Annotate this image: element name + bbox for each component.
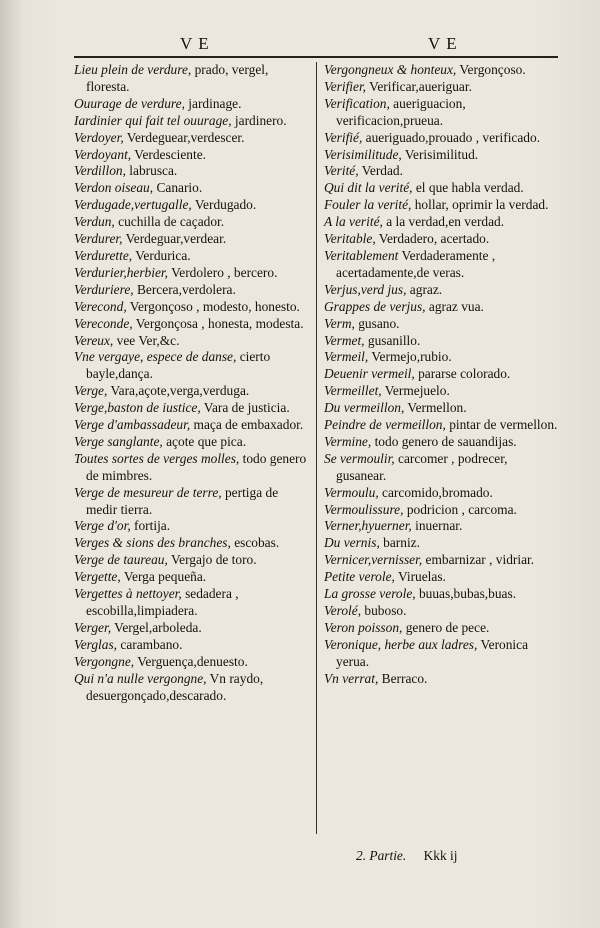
dictionary-entry — [74, 180, 312, 197]
dictionary-entry — [74, 434, 312, 451]
dictionary-entry — [74, 333, 312, 350]
entry-headword: Verdurer, — [74, 231, 123, 247]
entry-definition: Verdeguear,verdescer. — [123, 129, 245, 145]
dictionary-entry — [74, 383, 312, 400]
dictionary-entry — [74, 400, 312, 417]
part-label: 2. Partie. — [356, 848, 407, 863]
dictionary-entry — [74, 671, 312, 705]
entry-headword: Vn verrat, — [324, 670, 379, 686]
dictionary-entry — [324, 502, 560, 519]
dictionary-entry — [74, 282, 312, 299]
entry-definition: Vn raydo, desuergonçado,descarado. — [86, 670, 264, 703]
entry-headword: Verge d'ambassadeur, — [74, 417, 191, 433]
dictionary-entry — [324, 349, 560, 366]
dictionary-entry — [74, 620, 312, 637]
dictionary-entry — [324, 434, 560, 451]
entry-definition: Verdaderamente , acertadamente,de veras. — [336, 247, 496, 280]
entry-headword: Verisimilitude, — [324, 146, 402, 162]
entry-headword: Ouurage de verdure, — [74, 95, 185, 111]
entry-definition: jardinage. — [184, 95, 242, 111]
dictionary-entry — [324, 603, 560, 620]
entry-headword: Petite verole, — [324, 569, 395, 585]
entry-headword: Verge,baston de iustice, — [74, 400, 201, 416]
entry-definition: a la verdad,en verdad. — [382, 214, 505, 230]
entry-definition: Canario. — [153, 180, 203, 196]
dictionary-entry — [74, 451, 312, 485]
entry-definition: todo genero de sauandijas. — [371, 433, 517, 449]
dictionary-entry — [74, 586, 312, 620]
dictionary-entry — [74, 62, 312, 96]
dictionary-entry — [324, 586, 560, 603]
dictionary-entry — [324, 214, 560, 231]
entry-headword: Qui n'a nulle vergongne, — [74, 670, 207, 686]
signature-mark: Kkk ij — [423, 848, 458, 863]
entry-headword: Deuenir vermeil, — [324, 366, 415, 382]
dictionary-entry — [324, 518, 560, 535]
dictionary-entry — [324, 197, 560, 214]
entry-definition: cierto bayle,dança. — [86, 349, 271, 382]
entry-headword: Vergongneux & honteux, — [324, 62, 457, 77]
entry-headword: Vernicer,vernisser, — [324, 552, 423, 568]
dictionary-entry — [74, 113, 312, 130]
entry-definition: el que habla verdad. — [412, 180, 524, 196]
entry-definition: Vergel,arboleda. — [111, 619, 202, 635]
dictionary-entry — [324, 535, 560, 552]
entry-definition: inuernar. — [411, 518, 463, 534]
entry-headword: Se vermoulir, — [324, 450, 395, 466]
dictionary-entry — [324, 248, 560, 282]
entry-definition: açote que pica. — [162, 433, 247, 449]
dictionary-entry — [324, 147, 560, 164]
dictionary-entry — [324, 552, 560, 569]
dictionary-entry — [74, 214, 312, 231]
entry-definition: Vermellon. — [404, 400, 467, 416]
page-footer — [356, 848, 457, 864]
dictionary-entry — [74, 417, 312, 434]
dictionary-entry — [74, 96, 312, 113]
dictionary-entry — [74, 535, 312, 552]
entry-definition: Vara de justicia. — [200, 400, 290, 416]
entry-definition: Verdeguar,verdear. — [122, 231, 227, 247]
entry-headword: Vermoulu, — [324, 484, 379, 500]
dictionary-entry — [74, 299, 312, 316]
entry-definition: Verdolero , bercero. — [167, 264, 278, 280]
dictionary-entry — [324, 637, 560, 671]
dictionary-entry — [324, 485, 560, 502]
entry-definition: carcomer , podrecer, gusanear. — [336, 450, 508, 483]
entry-headword: Vermoulissure, — [324, 501, 404, 517]
entry-headword: Verger, — [74, 619, 112, 635]
right-column — [324, 62, 560, 688]
entry-definition: pintar de vermellon. — [445, 417, 558, 433]
entry-definition: Viruelas. — [394, 569, 446, 585]
entry-definition: aueriguacion, verificacion,prueua. — [336, 95, 466, 128]
entry-definition: Vermejuelo. — [381, 383, 450, 399]
entry-definition: Vara,açote,verga,verduga. — [107, 383, 250, 399]
dictionary-entry — [324, 62, 560, 79]
entry-headword: Vermine, — [324, 433, 372, 449]
dictionary-entry — [324, 282, 560, 299]
dictionary-entry — [324, 299, 560, 316]
dictionary-entry — [324, 231, 560, 248]
entry-definition: gusanillo. — [364, 332, 421, 348]
entry-headword: Fouler la verité, — [324, 197, 412, 213]
dictionary-entry — [324, 96, 560, 130]
entry-definition: embarnizar , vidriar. — [422, 552, 535, 568]
entry-headword: Verification, — [324, 95, 390, 111]
dictionary-entry — [324, 451, 560, 485]
entry-definition: barniz. — [379, 535, 420, 551]
entry-headword: A la verité, — [324, 214, 383, 230]
entry-headword: Verdoyer, — [74, 129, 124, 145]
entry-definition: fortija. — [130, 518, 171, 534]
dictionary-entry — [324, 400, 560, 417]
entry-headword: Veron poisson, — [324, 619, 403, 635]
entry-definition: vee Ver,&c. — [113, 332, 180, 348]
entry-headword: Verjus,verd jus, — [324, 281, 407, 297]
entry-definition: Vermejo,rubio. — [368, 349, 452, 365]
running-header-left: VE — [180, 34, 215, 53]
entry-headword: Vereux, — [74, 332, 114, 348]
entry-headword: Toutes sortes de verges molles, — [74, 450, 240, 466]
entry-definition: buboso. — [361, 603, 407, 618]
entry-headword: Verm, — [324, 315, 355, 331]
entry-headword: Iardinier qui fait tel ouurage, — [74, 112, 232, 128]
entry-headword: Verifié, — [324, 129, 363, 145]
left-column — [74, 62, 312, 704]
dictionary-entry — [74, 518, 312, 535]
entry-definition: Verisimilitud. — [401, 146, 479, 162]
entry-definition: sedadera , escobilla,limpiadera. — [86, 586, 239, 618]
entry-headword: Verges & sions des branches, — [74, 535, 231, 551]
entry-headword: Verglas, — [74, 636, 118, 652]
dictionary-entry — [324, 316, 560, 333]
entry-headword: Du vermeillon, — [324, 400, 405, 416]
entry-definition: aueriguado,prouado , verificado. — [362, 129, 541, 145]
dictionary-entry — [74, 637, 312, 654]
dictionary-entry — [74, 552, 312, 569]
entry-headword: Verdurette, — [74, 247, 133, 263]
dictionary-entry — [74, 147, 312, 164]
dictionary-entry — [74, 485, 312, 519]
entry-headword: Verecond, — [74, 298, 127, 314]
dictionary-entry — [324, 383, 560, 400]
dictionary-entry — [324, 163, 560, 180]
entry-headword: Verolé, — [324, 603, 362, 618]
entry-definition: prado, vergel, floresta. — [86, 62, 269, 94]
dictionary-entry — [74, 349, 312, 383]
entry-definition: agraz vua. — [425, 298, 484, 314]
dictionary-entry — [324, 79, 560, 96]
dictionary-entry — [74, 654, 312, 671]
dictionary-entry — [74, 130, 312, 147]
entry-headword: Grappes de verjus, — [324, 298, 426, 314]
entry-headword: Verge de taureau, — [74, 552, 168, 568]
header-rule — [74, 56, 558, 58]
entry-definition: Vergajo de toro. — [167, 552, 257, 568]
dictionary-entry — [324, 366, 560, 383]
entry-headword: Verge sanglante, — [74, 433, 163, 449]
dictionary-entry — [324, 569, 560, 586]
entry-definition: jardinero. — [231, 112, 287, 128]
entry-headword: Veronique, herbe aux ladres, — [324, 636, 478, 652]
dictionary-entry — [74, 569, 312, 586]
entry-definition: hollar, oprimir la verdad. — [411, 197, 549, 213]
entry-headword: Veritable, — [324, 231, 376, 247]
running-header-right: VE — [428, 34, 463, 53]
entry-headword: Qui dit la verité, — [324, 180, 413, 196]
entry-headword: Verge, — [74, 383, 108, 399]
entry-headword: Verge d'or, — [74, 518, 131, 534]
entry-definition: pararse colorado. — [414, 366, 511, 382]
entry-headword: Peindre de vermeillon, — [324, 417, 446, 433]
entry-headword: Verdon oiseau, — [74, 180, 154, 196]
entry-definition: Verdurica. — [132, 247, 191, 263]
entry-definition: cuchilla de caçador. — [114, 214, 225, 230]
entry-headword: Verdugade,vertugalle, — [74, 197, 192, 213]
dictionary-entry — [324, 671, 560, 688]
entry-definition: Verguença,denuesto. — [134, 653, 248, 669]
entry-headword: Du vernis, — [324, 535, 380, 551]
entry-definition: Verdugado. — [191, 197, 257, 213]
entry-headword: Verdillon, — [74, 163, 126, 179]
dictionary-entry — [324, 180, 560, 197]
column-divider — [316, 62, 317, 834]
entry-headword: Verdurier,herbier, — [74, 264, 168, 280]
dictionary-entry — [74, 265, 312, 282]
entry-definition: Vergonçoso. — [456, 62, 526, 77]
dictionary-entry — [74, 316, 312, 333]
entry-definition: pertiga de medir tierra. — [86, 484, 279, 517]
entry-definition: carambano. — [117, 636, 183, 652]
entry-headword: Vermeil, — [324, 349, 369, 365]
entry-definition: gusano. — [354, 315, 400, 331]
entry-headword: La grosse verole, — [324, 586, 416, 602]
entry-definition: todo genero de mimbres. — [86, 450, 307, 483]
entry-definition: Vergonçoso , modesto, honesto. — [126, 298, 300, 314]
entry-definition: Verdesciente. — [131, 146, 207, 162]
entry-headword: Verduriere, — [74, 281, 134, 297]
entry-headword: Verifier, — [324, 78, 367, 94]
entry-definition: maça de embaxador. — [190, 417, 304, 433]
entry-headword: Verner,hyuerner, — [324, 518, 412, 534]
entry-definition: escobas. — [230, 535, 280, 551]
entry-headword: Verge de mesureur de terre, — [74, 484, 222, 500]
dictionary-entry — [74, 248, 312, 265]
entry-definition: agraz. — [406, 281, 443, 297]
entry-definition: Verga pequeña. — [120, 569, 207, 585]
entry-headword: Vne vergaye, espece de danse, — [74, 349, 237, 365]
entry-definition: Bercera,verdolera. — [133, 281, 236, 297]
entry-definition: podricion , carcoma. — [403, 501, 517, 517]
entry-headword: Vermeillet, — [324, 383, 382, 399]
dictionary-entry — [324, 130, 560, 147]
entry-headword: Verdun, — [74, 214, 115, 230]
entry-definition: Vergonçosa , honesta, modesta. — [132, 315, 304, 331]
dictionary-entry — [324, 333, 560, 350]
entry-definition: Berraco. — [378, 670, 428, 686]
entry-headword: Verité, — [324, 163, 359, 179]
entry-definition: genero de pece. — [402, 619, 490, 635]
entry-headword: Lieu plein de verdure, — [74, 62, 192, 77]
entry-headword: Verdoyant, — [74, 146, 132, 162]
entry-definition: Veronica yerua. — [336, 636, 529, 669]
dictionary-entry — [324, 620, 560, 637]
entry-headword: Vergette, — [74, 569, 121, 585]
dictionary-entry — [74, 231, 312, 248]
entry-definition: Verdad. — [358, 163, 403, 179]
dictionary-entry — [74, 163, 312, 180]
entry-definition: Verdadero, acertado. — [375, 231, 490, 247]
entry-headword: Vergettes à nettoyer, — [74, 586, 182, 602]
entry-definition: carcomido,bromado. — [378, 484, 493, 500]
dictionary-entry — [74, 197, 312, 214]
entry-headword: Vergongne, — [74, 653, 135, 669]
entry-definition: Verificar,aueriguar. — [366, 78, 472, 94]
entry-headword: Vermet, — [324, 332, 365, 348]
entry-definition: buuas,bubas,buas. — [415, 586, 517, 602]
entry-headword: Veritablement — [324, 247, 399, 263]
entry-headword: Vereconde, — [74, 315, 133, 331]
entry-definition: labrusca. — [125, 163, 178, 179]
dictionary-entry — [324, 417, 560, 434]
